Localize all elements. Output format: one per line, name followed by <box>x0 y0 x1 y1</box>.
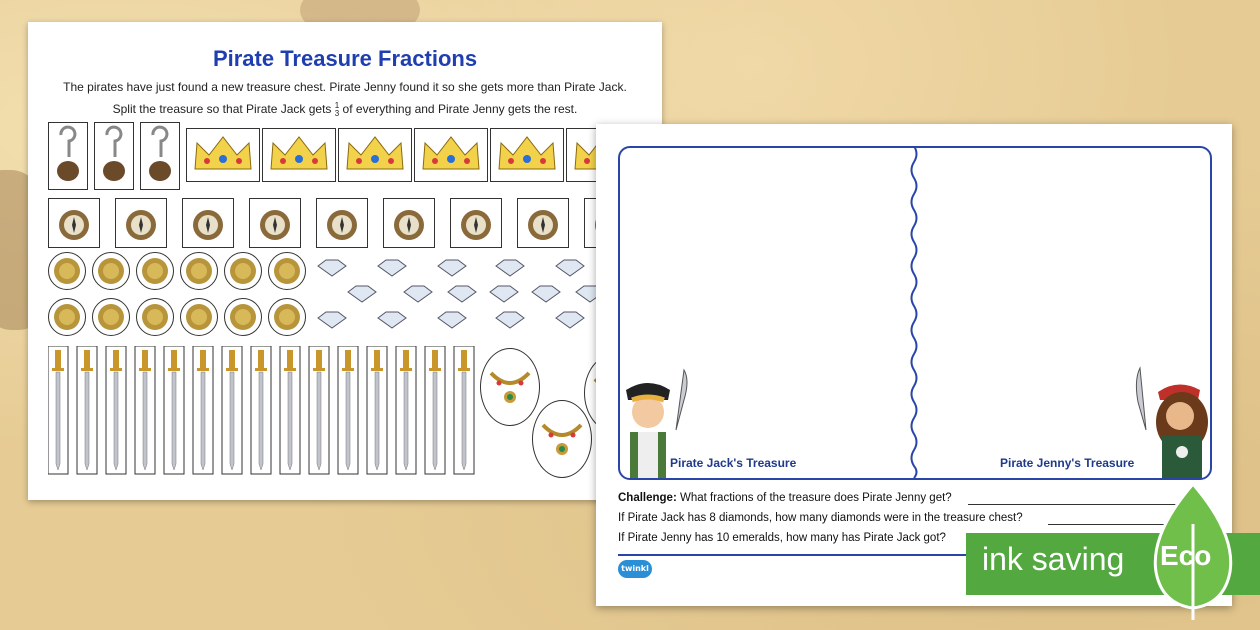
coin-card <box>180 298 218 336</box>
twinkl-logo: twinkl <box>618 560 652 578</box>
compass-icon <box>250 199 300 247</box>
compass-card <box>450 198 502 248</box>
compass-card <box>249 198 301 248</box>
coin-card <box>48 252 86 290</box>
instruction-part: Split the treasure so that Pirate Jack gets <box>112 102 332 117</box>
crown-card <box>262 128 336 182</box>
hook-icon <box>141 123 179 189</box>
coin-card <box>268 252 306 290</box>
eco-label: Eco <box>1160 540 1212 571</box>
compass-card <box>182 198 234 248</box>
coin-card <box>48 298 86 336</box>
swords-group <box>48 346 488 476</box>
pirate-jenny-illustration <box>1134 360 1218 478</box>
gold-coin-icon <box>93 253 129 289</box>
fraction-numerator: 1 <box>334 101 340 110</box>
gold-coin-icon <box>137 253 173 289</box>
wavy-divider <box>909 146 919 478</box>
necklace-icon <box>533 401 591 477</box>
hook-card <box>140 122 180 190</box>
challenge-question <box>618 492 952 504</box>
gold-coin-icon <box>93 299 129 335</box>
gold-coin-icon <box>181 253 217 289</box>
coin-card <box>136 252 174 290</box>
compass-icon <box>451 199 501 247</box>
compass-card <box>48 198 100 248</box>
coin-card <box>92 298 130 336</box>
coin-card <box>268 298 306 336</box>
ink-saving-text: ink saving <box>982 541 1125 577</box>
compass-icon <box>183 199 233 247</box>
hook-icon <box>95 123 133 189</box>
compass-icon <box>384 199 434 247</box>
treasure-cutout-sheet <box>28 22 662 500</box>
coin-card <box>92 252 130 290</box>
crown-icon <box>415 129 487 181</box>
compass-card <box>383 198 435 248</box>
diamond-icon <box>318 260 642 328</box>
jack-treasure-label: Pirate Jack's Treasure <box>670 456 797 470</box>
gold-coin-icon <box>49 253 85 289</box>
gold-coin-icon <box>181 299 217 335</box>
compass-icon <box>317 199 367 247</box>
compass-icon <box>116 199 166 247</box>
coin-card <box>224 252 262 290</box>
instruction-line-2 <box>28 102 662 118</box>
crown-card <box>186 128 260 182</box>
question-2-text: If Pirate Jack has 8 diamonds, how many diamonds were in the treasure chest? <box>618 512 1023 524</box>
hook-card <box>48 122 88 190</box>
gold-coin-icon <box>225 253 261 289</box>
coin-card <box>136 298 174 336</box>
coin-card <box>224 298 262 336</box>
compass-icon <box>49 199 99 247</box>
fraction-denominator: 3 <box>334 109 340 118</box>
compass-icon <box>518 199 568 247</box>
gold-coin-icon <box>225 299 261 335</box>
gold-coin-icon <box>137 299 173 335</box>
crown-card <box>490 128 564 182</box>
jenny-treasure-label: Pirate Jenny's Treasure <box>1000 456 1135 470</box>
crown-icon <box>263 129 335 181</box>
hook-card <box>94 122 134 190</box>
crown-card <box>338 128 412 182</box>
compass-card <box>316 198 368 248</box>
gold-coin-icon <box>269 299 305 335</box>
compass-card <box>517 198 569 248</box>
necklace-icon <box>481 349 539 425</box>
gold-coin-icon <box>269 253 305 289</box>
gold-coin-icon <box>49 299 85 335</box>
compass-card <box>115 198 167 248</box>
crown-card <box>414 128 488 182</box>
necklace-card <box>480 348 540 426</box>
challenge-label: Challenge: <box>618 492 677 504</box>
crown-icon <box>491 129 563 181</box>
instruction-line-1: The pirates have just found a new treasure chest. Pirate Jenny found it so she gets more than Pirate Jack. <box>63 80 627 94</box>
fraction-one-third <box>335 102 339 118</box>
hook-icon <box>49 123 87 189</box>
coin-card <box>180 252 218 290</box>
instruction-part: of everything and Pirate Jenny gets the rest. <box>342 102 578 117</box>
crown-icon <box>187 129 259 181</box>
question-3-text: If Pirate Jenny has 10 emeralds, how many has Pirate Jack got? <box>618 532 946 544</box>
page-title: Pirate Treasure Fractions <box>212 46 478 71</box>
necklace-card <box>532 400 592 478</box>
crown-icon <box>339 129 411 181</box>
question-1-text: What fractions of the treasure does Pirate Jenny get? <box>680 492 952 504</box>
